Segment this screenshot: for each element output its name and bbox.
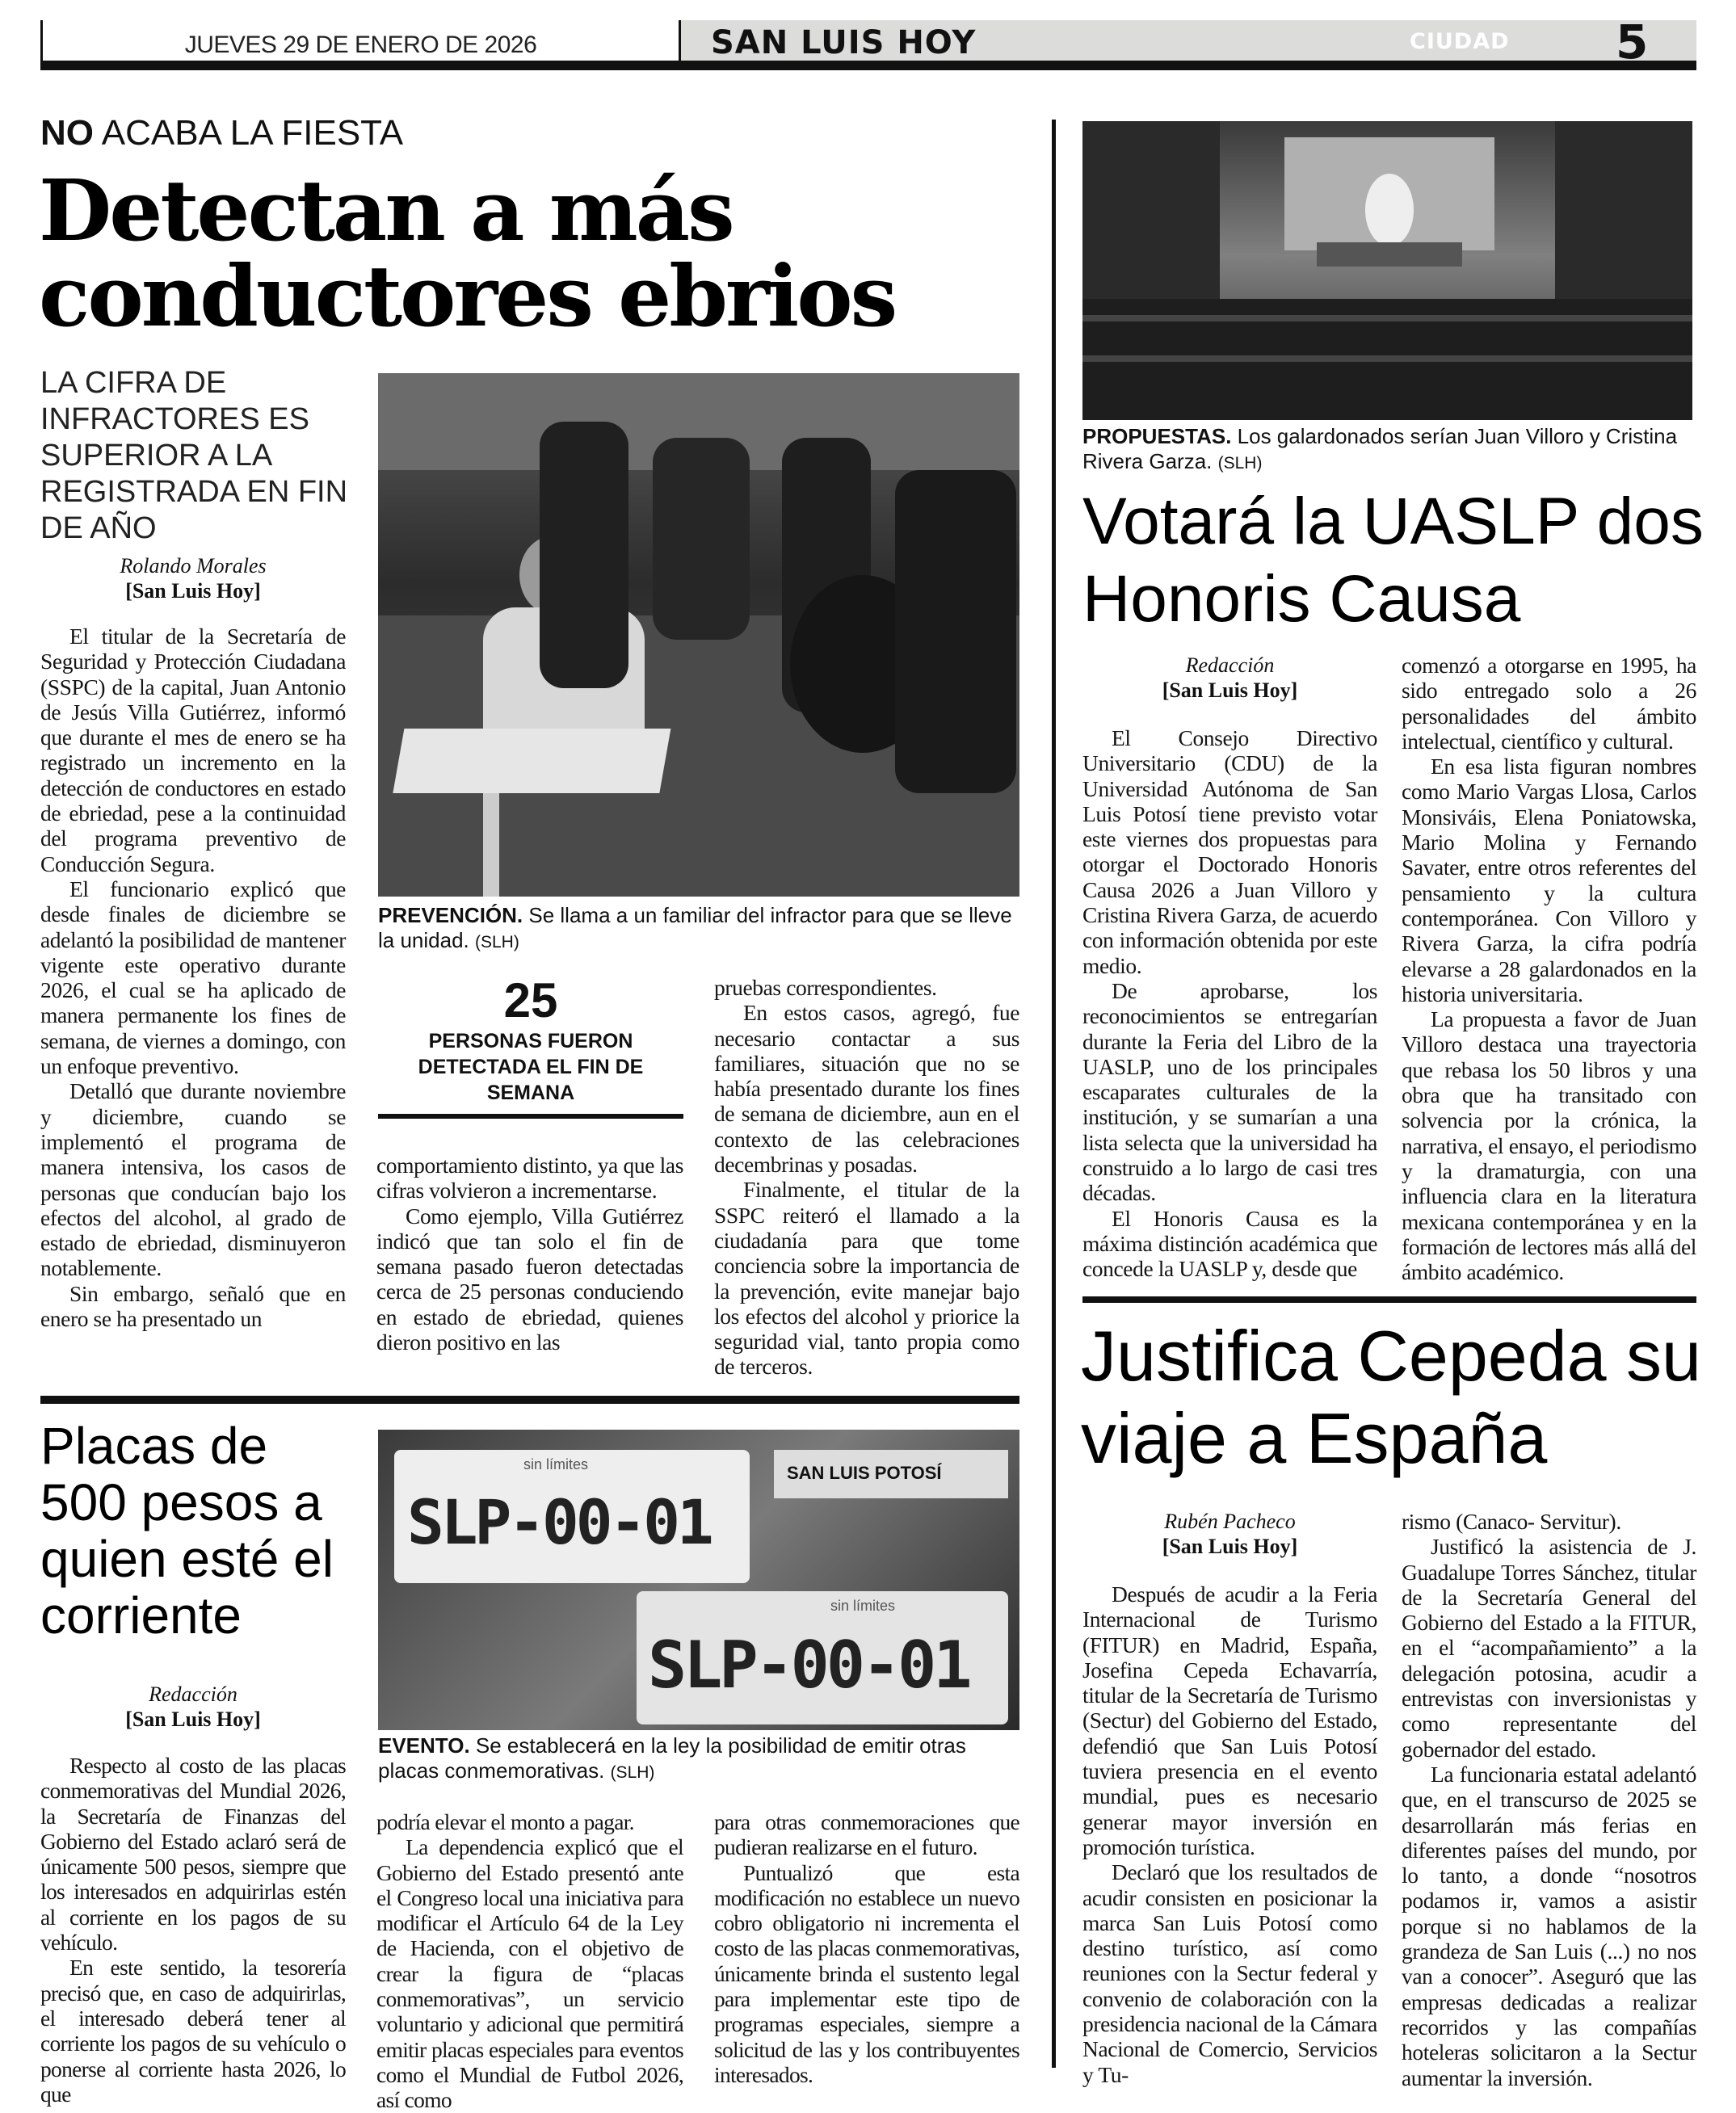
paragraph: El funcionario explicó que desde finales de diciembre se adelantó la posibilidad de mantener vigente este operativo durante 2026, el cual se ha aplicado de manera permanente los fines de semana, de viernes a domingo, con un enfoque preventivo. — [40, 876, 346, 1079]
paragraph: pruebas correspondientes. — [714, 975, 937, 1000]
paragraph: Después de acudir a la Feria Internacional de Turismo (FITUR) en Madrid, España, Josefina Cepeda Echavarría, titular de la Secretaría de Turismo (Sectur) del Gobierno del Estado, defendió que San Luis Potosí tuviera presencia en el evento mundial, pues es necesario generar mayor inversión en promoción turística. — [1082, 1582, 1377, 1859]
paragraph: La funcionaria estatal adelantó que, en el transcurso de 2025 se desarrollarán más ferias en diferentes países del mundo, por lo tanto, a donde “nosotros podamos ir, vamos a asistir porque si no hablamos de la grandeza de San Luis (...) no nos van a conocer”. Aseguró que las empresas dedicadas a realizar recorridos y las compañías hoteleras solicitaron a la Sectur aumentar la inversión. — [1402, 1761, 1696, 2090]
paragraph: Detalló que durante noviembre y diciembre, cuando se implementó el programa de manera intensiva, los casos de personas que conducían bajo los efectos del alcohol, al grado de estado de ebriedad, disminuyeron notablemente. — [40, 1078, 346, 1281]
article4-column-1 — [1082, 1582, 1377, 2087]
paragraph: Como ejemplo, Villa Gutiérrez indicó que tan solo el fin de semana pasado fueron detectadas cerca de 25 personas conduciendo en estado de ebriedad, quienes dieron positivo en las — [376, 1203, 683, 1355]
section-name: CIUDAD — [1410, 29, 1510, 54]
paragraph: En esa lista figuran nombres como Mario Vargas Llosa, Carlos Monsiváis, Elena Poniatowska, Mario Molina y Fernando Savater, entre otros referentes del pensamiento y la cultura contemporánea. Con Villoro y Rivera Garza, la cifra podría elevarse a 28 galardonados en la historia universitaria. — [1402, 754, 1696, 1006]
paragraph: comportamiento distinto, ya que las cifras volvieron a incrementarse. — [376, 1153, 683, 1204]
article3-photo — [1082, 121, 1692, 420]
kicker-rest: ACABA LA FIESTA — [94, 113, 404, 153]
plate-slogan: sin límites — [830, 1598, 896, 1614]
article1-byline — [40, 553, 346, 603]
paragraph: El titular de la Secretaría de Seguridad y Protección Ciudadana (SSPC) de la capital, Juan Antonio de Jesús Villa Gutiérrez, informó que durante el mes de enero se ha registrado un incremento en la detección de conductores en estado de ebriedad, pese a la continuidad del programa preventivo de Conducción Segura. — [40, 624, 346, 876]
plate-state: SAN LUIS POTOSÍ — [787, 1463, 942, 1483]
section-divider — [1082, 1296, 1696, 1303]
author: Redacción — [149, 1682, 237, 1706]
article2-headline: Placas de 500 pesos a quien esté el corriente — [40, 1417, 334, 1645]
caption-label: PREVENCIÓN. — [378, 903, 523, 927]
license-plate-2 — [637, 1591, 1008, 1724]
article4-headline: Justifica Cepeda su viaje a España — [1081, 1316, 1701, 1478]
license-plate — [394, 1450, 750, 1583]
paragraph: La dependencia explicó que el Gobierno del Estado presentó ante el Congreso local una iniciativa para modificar el Artículo 64 de la Ley de Hacienda, con el objetivo de crear la figura de “placas conmemorativas”, un servicio voluntario y adicional que permitirá emitir placas especiales para eventos como el Mundial de Futbol 2026, así como — [376, 1834, 683, 2113]
paragraph: El Honoris Causa es la máxima distinción académica que concede la UASLP y, desde que — [1082, 1205, 1377, 1282]
article4-byline — [1082, 1509, 1377, 1559]
paragraph: Sin embargo, señaló que en enero se ha presentado un — [40, 1280, 346, 1332]
caption-source: (SLH) — [610, 1763, 655, 1782]
plate-number: SLP-00-01 — [407, 1486, 711, 1558]
article1-column-2 — [376, 1153, 683, 1355]
plate-number: SLP-00-01 — [648, 1628, 969, 1703]
column-divider — [1052, 120, 1056, 2068]
paragraph: En estos casos, agregó, fue necesario contactar a sus familiares, situación que no se había presentado durante los fines de semana de diciembre, aun en el contexto de las celebraciones decembrinas y posadas. — [714, 1000, 1019, 1178]
outlet: [San Luis Hoy] — [1162, 678, 1298, 702]
issue-date: JUEVES 29 DE ENERO DE 2026 — [40, 20, 679, 70]
page-number: 5 — [1616, 15, 1649, 69]
article1-pull-quote — [378, 973, 683, 1119]
pull-text: PERSONAS FUERON DETECTADA EL FIN DE SEMANA — [418, 1030, 644, 1104]
article2-column-2 — [376, 1809, 683, 2113]
caption-text: Los galardonados serían Juan Villoro y Cristina Rivera Garza. — [1082, 424, 1678, 473]
article1-subhead: LA CIFRA DE INFRACTORES ES SUPERIOR A LA REGISTRADA EN FIN DE AÑO — [40, 366, 348, 545]
paragraph: para otras conmemoraciones que pudieran realizarse en el futuro. — [714, 1809, 1019, 1860]
paragraph: La propuesta a favor de Juan Villoro destaca una trayectoria que rebasa los 50 libros y una obra que ha transitado con solvencia por la crónica, la narrativa, el ensayo, el periodismo y la dramaturgia, con una influencia clara en la literatura mexicana contemporánea y en la formación de lectores más allá del ámbito académico. — [1402, 1006, 1696, 1285]
paragraph: comenzó a otorgarse en 1995, ha sido entregado solo a 26 personalidades del ámbito intelectual, científico y cultural. — [1402, 653, 1696, 754]
article1-photo-caption — [378, 903, 1024, 955]
article1-column-3 — [714, 975, 1019, 1380]
auditorium-photo-illustration — [1082, 121, 1692, 420]
paragraph: Finalmente, el titular de la SSPC reiteró el llamado a la ciudadanía para que tome conciencia sobre la importancia de la prevención, evite manejar bajo los efectos del alcohol y priorice la seguridad vial, tanto propia como de terceros. — [714, 1177, 1019, 1380]
article3-photo-caption — [1082, 424, 1696, 476]
author: Rolando Morales — [120, 554, 267, 578]
author: Rubén Pacheco — [1164, 1510, 1296, 1533]
caption-text: Se establecerá en la ley la posibilidad de emitir otras placas conmemorativas. — [378, 1733, 966, 1783]
paragraph: Justificó la asistencia de J. Guadalupe Torres Sánchez, titular de la Secretaría General del Gobierno del Estado a la FITUR, en el “acompañamiento” a la delegación potosina, acudir a entrevistas con inversionistas y como representante del gobernador del estado. — [1402, 1534, 1696, 1762]
license-plate-back — [774, 1450, 1008, 1498]
article4-column-2 — [1402, 1509, 1696, 2090]
article1-kicker — [40, 113, 403, 153]
paragraph: podría elevar el monto a pagar. — [376, 1809, 634, 1834]
paragraph: De aprobarse, los reconocimientos se entregarían durante la Feria del Libro de la UASLP, uno de los principales escaparates culturales de la institución, y se sumarían a una lista selecta que la universidad ha construido a lo largo de casi tres décadas. — [1082, 977, 1377, 1206]
caption-source: (SLH) — [474, 933, 519, 951]
article3-column-1 — [1082, 725, 1377, 1282]
caption-label: PROPUESTAS. — [1082, 424, 1232, 448]
paragraph: El Consejo Directivo Universitario (CDU) de la Universidad Autónoma de San Luis Potosí tiene previsto votar este viernes dos propuestas para otorgar el Doctorado Honoris Causa 2026 a Juan Villoro y Cristina Rivera Garza, de acuerdo con información obtenida por este medio. — [1082, 725, 1377, 978]
paragraph: Respecto al costo de las placas conmemorativas del Mundial 2026, la Secretaría de Finanzas del Gobierno del Estado aclaró será de únicamente 500 pesos, siempre que los interesados en adquirirlas estén al corriente en los pagos de su vehículo. — [40, 1753, 346, 1955]
article2-column-1 — [40, 1753, 346, 2107]
officers-photo-illustration — [378, 373, 1019, 897]
paragraph: En este sentido, la tesorería precisó que, en caso de adquirirlas, el interesado deberá tener al corriente los pagos de su vehículo o ponerse al corriente hasta 2026, lo que — [40, 1955, 346, 2107]
article2-byline — [40, 1682, 346, 1732]
outlet: [San Luis Hoy] — [125, 1708, 261, 1731]
article1-photo — [378, 373, 1019, 897]
article2-photo — [378, 1430, 1019, 1730]
header-rule — [40, 61, 1696, 70]
article2-column-3 — [714, 1809, 1019, 2087]
plate-slogan: sin límites — [523, 1456, 589, 1472]
article3-headline: Votará la UASLP dos Honoris Causa — [1082, 485, 1704, 636]
article3-byline — [1082, 653, 1377, 703]
kicker-bold: NO — [40, 113, 94, 153]
outlet: [San Luis Hoy] — [1162, 1535, 1298, 1558]
paragraph: rismo (Canaco- Servitur). — [1402, 1509, 1621, 1534]
section-divider — [40, 1396, 1019, 1404]
paragraph: Puntualizó que esta modificación no establece un nuevo cobro obligatorio ni incrementa el costo de las placas conmemorativas, únicamente brinda el sustento legal para implementar este tipo de programas especiales, siempre a solicitud de las y los contribuyentes interesados. — [714, 1859, 1019, 2087]
newspaper-name: SAN LUIS HOY — [711, 24, 977, 61]
caption-source: (SLH) — [1217, 454, 1263, 473]
article1-headline: Detectan a más conductores ebrios — [39, 161, 896, 346]
outlet: [San Luis Hoy] — [125, 579, 261, 603]
caption-label: EVENTO. — [378, 1733, 470, 1758]
paragraph: Declaró que los resultados de acudir consisten en posicionar la marca San Luis Potosí como destino turístico, así como reuniones con la Sectur federal y convenio de colaboración con la presidencia nacional de la Cámara Nacional de Comercio, Servicios y Tu- — [1082, 1859, 1377, 2087]
caption-text: Se llama a un familiar del infractor para que se lleve la unidad. — [378, 903, 1012, 952]
article3-column-2 — [1402, 653, 1696, 1284]
pull-number: 25 — [503, 973, 558, 1027]
author: Redacción — [1185, 653, 1275, 677]
article2-photo-caption — [378, 1733, 1024, 1785]
article1-column-1 — [40, 624, 346, 1331]
